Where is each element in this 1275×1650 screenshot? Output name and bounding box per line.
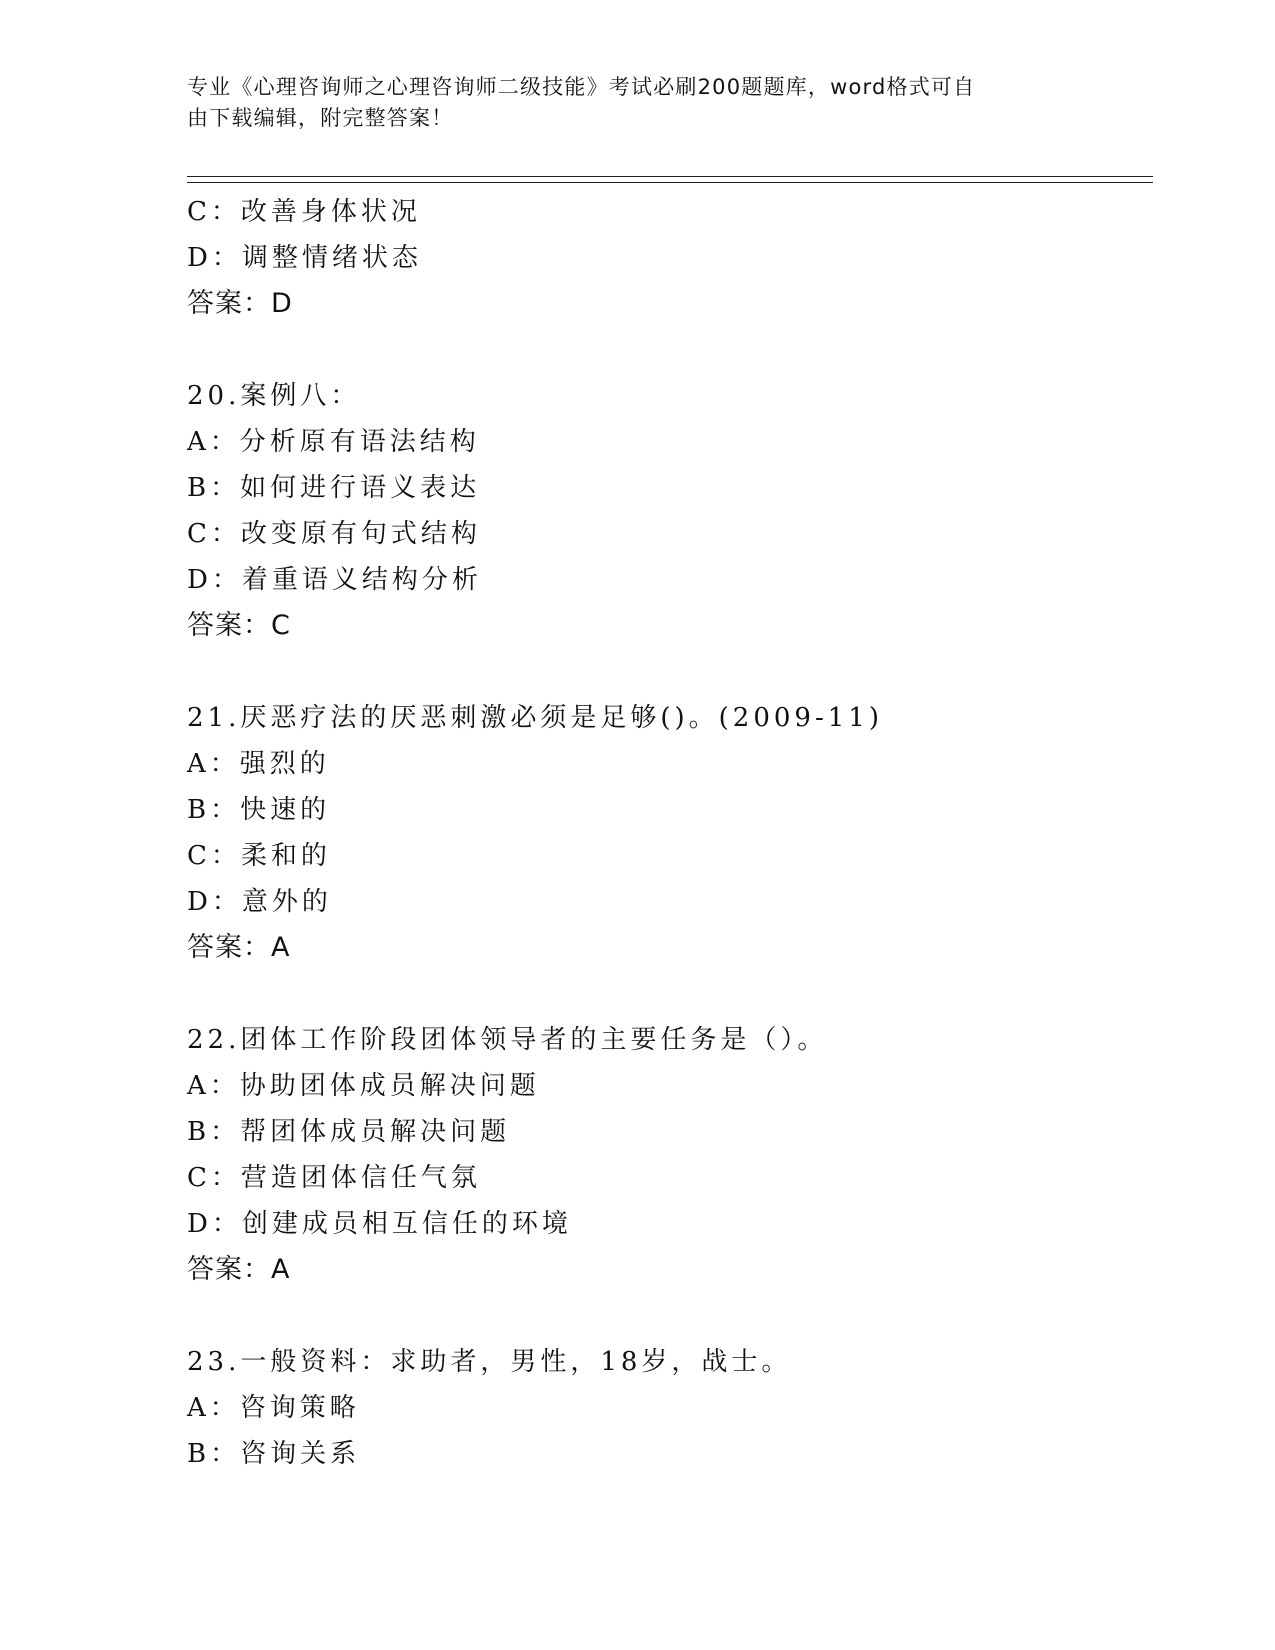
option-a: A：强烈的 (187, 749, 330, 779)
header-line-1: 专业《心理咨询师之心理咨询师二级技能》考试必刷200题题库，word格式可自 (187, 75, 976, 99)
option-d: D：着重语义结构分析 (187, 565, 482, 595)
question-stem: 20.案例八： (187, 381, 361, 411)
option-b: B：如何进行语义表达 (187, 473, 481, 503)
option-b: B：帮团体成员解决问题 (187, 1117, 511, 1147)
option-c: C：改变原有句式结构 (187, 519, 481, 549)
question-stem: 22.团体工作阶段团体领导者的主要任务是（）。 (187, 1025, 828, 1055)
option-b: B：咨询关系 (187, 1439, 361, 1469)
option-a: A：协助团体成员解决问题 (187, 1071, 540, 1101)
spacer (187, 971, 1147, 1017)
option-c: C：营造团体信任气氛 (187, 1163, 481, 1193)
option-c: C：改善身体状况 (187, 197, 421, 227)
question-stem: 23.一般资料：求助者，男性，18岁，战士。 (187, 1347, 792, 1377)
header-divider-top (187, 176, 1153, 177)
option-d: D：创建成员相互信任的环境 (187, 1209, 572, 1239)
option-d: D：调整情绪状态 (187, 243, 422, 273)
spacer (187, 1293, 1147, 1339)
option-a: A：咨询策略 (187, 1393, 360, 1423)
header-line-2: 由下载编辑，附完整答案！ (187, 106, 454, 130)
option-d: D：意外的 (187, 887, 332, 917)
document-header (187, 72, 1087, 134)
question-list (187, 189, 1147, 1477)
answer-line: 答案：A (187, 932, 291, 963)
spacer (187, 327, 1147, 373)
option-c: C：柔和的 (187, 841, 331, 871)
question-stem: 21.厌恶疗法的厌恶刺激必须是足够()。(2009-11) (187, 703, 883, 733)
option-a: A：分析原有语法结构 (187, 427, 480, 457)
option-b: B：快速的 (187, 795, 331, 825)
header-divider-bottom (187, 182, 1153, 183)
answer-line: 答案：A (187, 1254, 291, 1285)
spacer (187, 649, 1147, 695)
answer-line: 答案：C (187, 610, 291, 641)
answer-line: 答案：D (187, 288, 293, 319)
